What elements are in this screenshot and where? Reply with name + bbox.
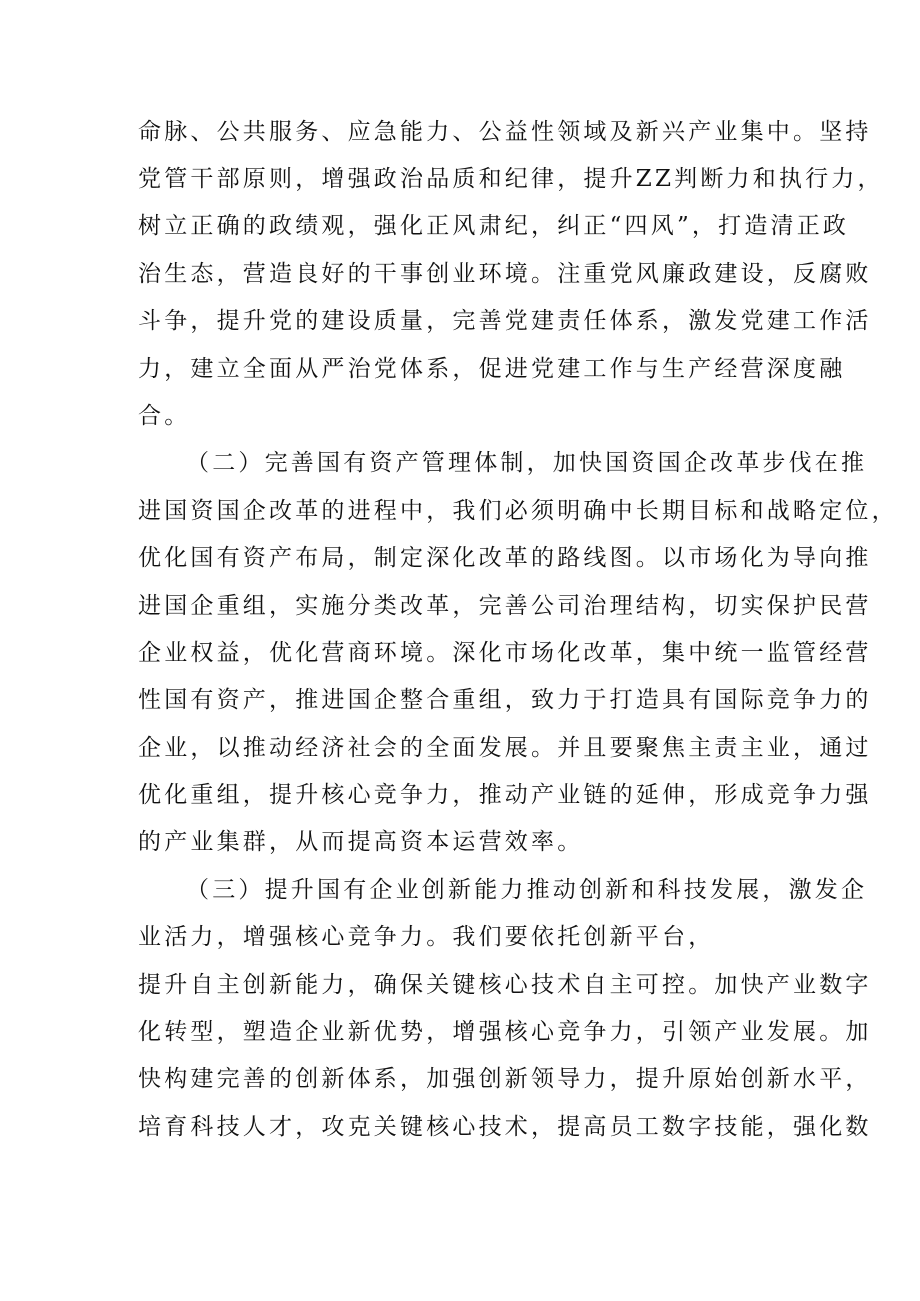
text-line: 优化重组，提升核心竞争力，推动产业链的延伸，形成竞争力强 [138, 782, 872, 808]
text-line: 的产业集群，从而提高资本运营效率。 [138, 829, 584, 855]
text-line: 业活力，增强核心竞争力。我们要依托创新平台， [138, 924, 715, 950]
text-line: 党管干部原则，增强政治品质和纪律，提升ZZ判断力和执行力， [138, 166, 884, 192]
text-line: 进国资国企改革的进程中，我们必须明确中长期目标和战略定位， [138, 498, 898, 524]
text-line: 治生态，营造良好的干事创业环境。注重党风廉政建设，反腐败 [138, 261, 872, 287]
text-line: 化转型，塑造企业新优势，增强核心竞争力，引领产业发展。加 [138, 1019, 872, 1045]
text-line: 提升自主创新能力，确保关键核心技术自主可控。加快产业数字 [138, 972, 872, 998]
text-line: 树立正确的政绩观，强化正风肃纪，纠正“四风”，打造清正政 [138, 213, 850, 239]
text-line: 培育科技人才，攻克关键核心技术，提高员工数字技能，强化数 [138, 1114, 872, 1140]
text-line: 企业权益，优化营商环境。深化市场化改革，集中统一监管经营 [138, 640, 872, 666]
text-line: 合。 [138, 403, 191, 429]
text-line: 性国有资产，推进国企整合重组，致力于打造具有国际竞争力的 [138, 687, 872, 713]
text-line: 力，建立全面从严治党体系，促进党建工作与生产经营深度融 [138, 356, 846, 382]
section-heading-3: （三）提升国有企业创新能力推动创新和科技发展，激发企 [186, 877, 868, 903]
section-heading-2: （二）完善国有资产管理体制，加快国资国企改革步伐在推 [186, 450, 868, 476]
text-line: 命脉、公共服务、应急能力、公益性领域及新兴产业集中。坚持 [138, 119, 872, 145]
text-line: 进国企重组，实施分类改革，完善公司治理结构，切实保护民营 [138, 593, 872, 619]
text-line: 斗争，提升党的建设质量，完善党建责任体系，激发党建工作活 [138, 308, 872, 334]
text-line: 优化国有资产布局，制定深化改革的路线图。以市场化为导向推 [138, 545, 872, 571]
text-line: 企业，以推动经济社会的全面发展。并且要聚焦主责主业，通过 [138, 735, 872, 761]
text-line: 快构建完善的创新体系，加强创新领导力，提升原始创新水平， [138, 1066, 872, 1092]
